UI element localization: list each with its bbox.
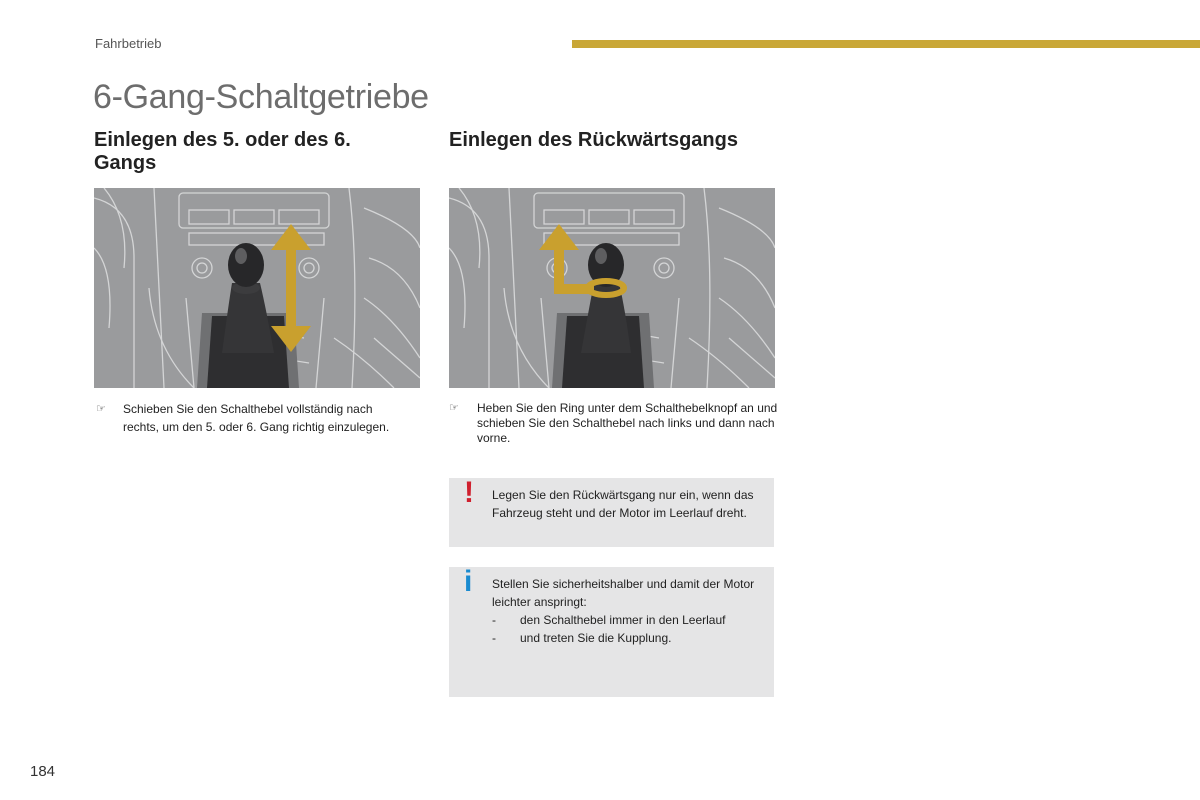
info-box (449, 567, 774, 697)
warning-icon: ! (464, 476, 474, 509)
heading-5th-6th-gear: Einlegen des 5. oder des 6. Gangs (94, 129, 351, 174)
page-number: 184 (30, 763, 56, 780)
heading-reverse-gear: Einlegen des Rückwärtsgangs (449, 129, 738, 151)
list-item: - den Schalthebel immer in den Leerlauf (492, 613, 726, 627)
instruction-text: Schieben Sie den Schalthebel vollständig nach rechts, um den 5. oder 6. Gang richtig einzulegen. (123, 402, 390, 434)
info-icon: i (464, 565, 473, 598)
info-content (492, 575, 767, 647)
info-intro: Stellen Sie sicherheitshalber und damit der Motor leichter anspringt: (492, 577, 755, 609)
section-label: Fahrbetrieb (95, 36, 162, 51)
gearshift-illustration-reverse (449, 188, 775, 388)
info-list (492, 611, 767, 647)
gearshift-illustration-5th-6th (94, 188, 420, 388)
page-title: 6-Gang-Schaltgetriebe (93, 78, 429, 116)
list-item: - und treten Sie die Kupplung. (492, 631, 672, 645)
instruction-reverse-gear (449, 401, 779, 446)
warning-box (449, 478, 774, 547)
header-accent-bar (572, 40, 1200, 48)
warning-text: Legen Sie den Rückwärtsgang nur ein, wenn das Fahrzeug steht und der Motor im Leerlauf dreht. (492, 488, 754, 520)
hand-pointer-icon: ☞ (449, 402, 459, 414)
hand-pointer-icon: ☞ (96, 403, 106, 415)
instruction-5th-6th-gear (96, 400, 396, 436)
instruction-text: Heben Sie den Ring unter dem Schalthebelknopf an und schieben Sie den Schalthebel nach links und dann nach vorne. (477, 401, 778, 445)
